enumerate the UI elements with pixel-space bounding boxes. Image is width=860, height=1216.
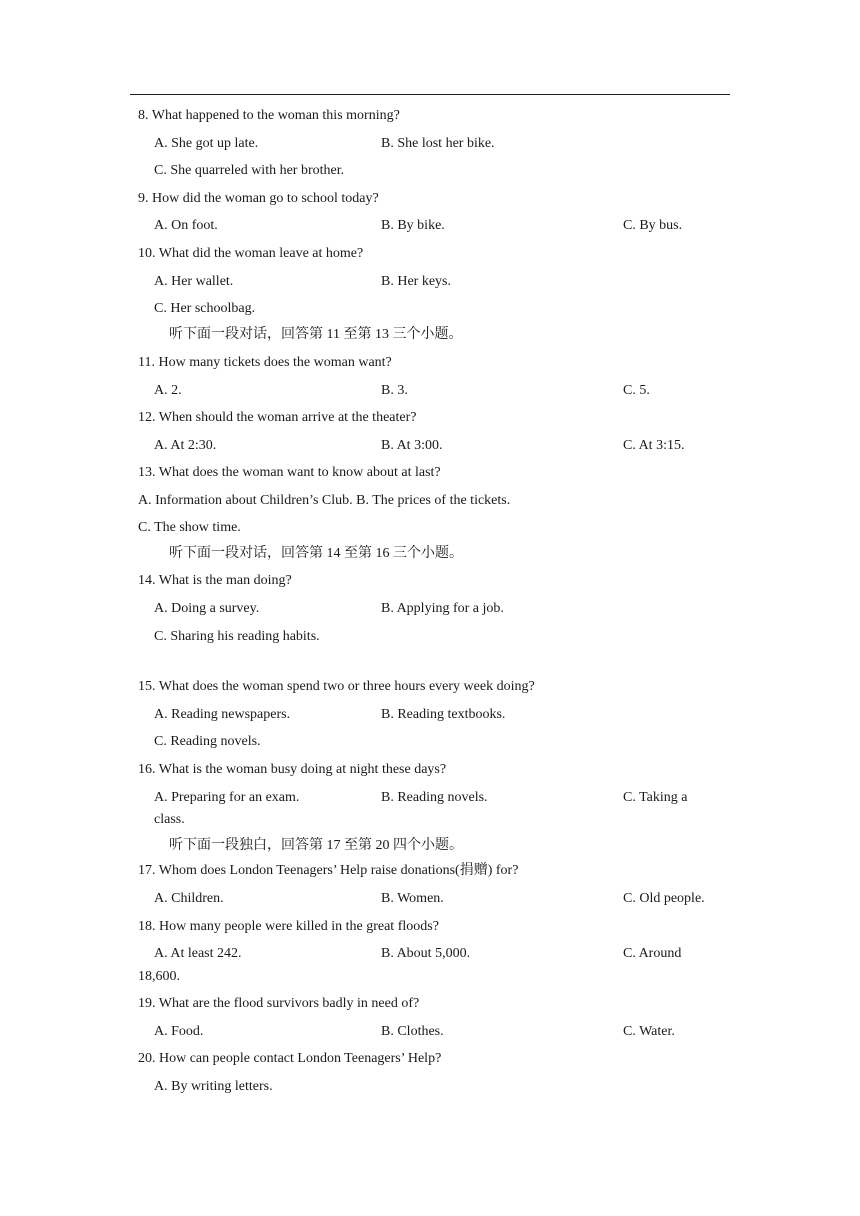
header-rule bbox=[130, 94, 730, 95]
q18-option-c: C. Around bbox=[623, 946, 682, 961]
question-15: 15. What does the woman spend two or three hours every week doing? bbox=[138, 679, 535, 694]
q16-option-b: B. Reading novels. bbox=[381, 790, 488, 805]
q14-option-b: B. Applying for a job. bbox=[381, 601, 504, 616]
q10-option-a: A. Her wallet. bbox=[154, 274, 234, 289]
question-20: 20. How can people contact London Teenagers’ Help? bbox=[138, 1051, 442, 1066]
q14-option-a: A. Doing a survey. bbox=[154, 601, 260, 616]
q18-option-a: A. At least 242. bbox=[154, 946, 242, 961]
question-12: 12. When should the woman arrive at the theater? bbox=[138, 410, 417, 425]
q19-option-b: B. Clothes. bbox=[381, 1024, 444, 1039]
q9-option-c: C. By bus. bbox=[623, 218, 683, 233]
q10-option-b: B. Her keys. bbox=[381, 274, 451, 289]
q9-option-a: A. On foot. bbox=[154, 218, 218, 233]
q12-option-c: C. At 3:15. bbox=[623, 438, 685, 453]
question-18: 18. How many people were killed in the great floods? bbox=[138, 919, 439, 934]
q16-option-c: C. Taking a bbox=[623, 790, 688, 805]
question-8: 8. What happened to the woman this morning? bbox=[138, 108, 400, 123]
q19-option-c: C. Water. bbox=[623, 1024, 675, 1039]
q13-option-c: C. The show time. bbox=[138, 520, 241, 535]
q8-option-a: A. She got up late. bbox=[154, 136, 259, 151]
q9-option-b: B. By bike. bbox=[381, 218, 445, 233]
q11-option-b: B. 3. bbox=[381, 383, 408, 398]
q11-option-c: C. 5. bbox=[623, 383, 650, 398]
question-11: 11. How many tickets does the woman want? bbox=[138, 355, 392, 370]
question-13: 13. What does the woman want to know about at last? bbox=[138, 465, 441, 480]
section-intro-14-16: 听下面一段对话，回答第 14 至第 16 三个小题。 bbox=[169, 546, 463, 561]
section-intro-11-13: 听下面一段对话，回答第 11 至第 13 三个小题。 bbox=[169, 327, 463, 342]
section-intro-17-20: 听下面一段独白，回答第 17 至第 20 四个小题。 bbox=[169, 838, 463, 853]
q8-option-c: C. She quarreled with her brother. bbox=[154, 163, 345, 178]
q11-option-a: A. 2. bbox=[154, 383, 182, 398]
q17-option-c: C. Old people. bbox=[623, 891, 705, 906]
question-16: 16. What is the woman busy doing at night these days? bbox=[138, 762, 447, 777]
q15-option-a: A. Reading newspapers. bbox=[154, 707, 291, 722]
q19-option-a: A. Food. bbox=[154, 1024, 204, 1039]
q18-option-c-continued: 18,600. bbox=[138, 969, 180, 984]
q13-options-ab: A. Information about Children’s Club. B. The prices of the tickets. bbox=[138, 493, 511, 508]
q14-option-c: C. Sharing his reading habits. bbox=[154, 629, 320, 644]
q17-option-a: A. Children. bbox=[154, 891, 224, 906]
question-14: 14. What is the man doing? bbox=[138, 573, 292, 588]
question-17: 17. Whom does London Teenagers’ Help raise donations(捐赠) for? bbox=[138, 863, 519, 878]
q16-option-a: A. Preparing for an exam. bbox=[154, 790, 300, 805]
q8-option-b: B. She lost her bike. bbox=[381, 136, 495, 151]
q16-option-c-continued: class. bbox=[154, 812, 185, 827]
q12-option-b: B. At 3:00. bbox=[381, 438, 443, 453]
question-9: 9. How did the woman go to school today? bbox=[138, 191, 379, 206]
q10-option-c: C. Her schoolbag. bbox=[154, 301, 256, 316]
q15-option-b: B. Reading textbooks. bbox=[381, 707, 506, 722]
q15-option-c: C. Reading novels. bbox=[154, 734, 261, 749]
q18-option-b: B. About 5,000. bbox=[381, 946, 471, 961]
q20-option-a: A. By writing letters. bbox=[154, 1079, 273, 1094]
q12-option-a: A. At 2:30. bbox=[154, 438, 217, 453]
question-19: 19. What are the flood survivors badly in need of? bbox=[138, 996, 420, 1011]
q17-option-b: B. Women. bbox=[381, 891, 444, 906]
question-10: 10. What did the woman leave at home? bbox=[138, 246, 364, 261]
